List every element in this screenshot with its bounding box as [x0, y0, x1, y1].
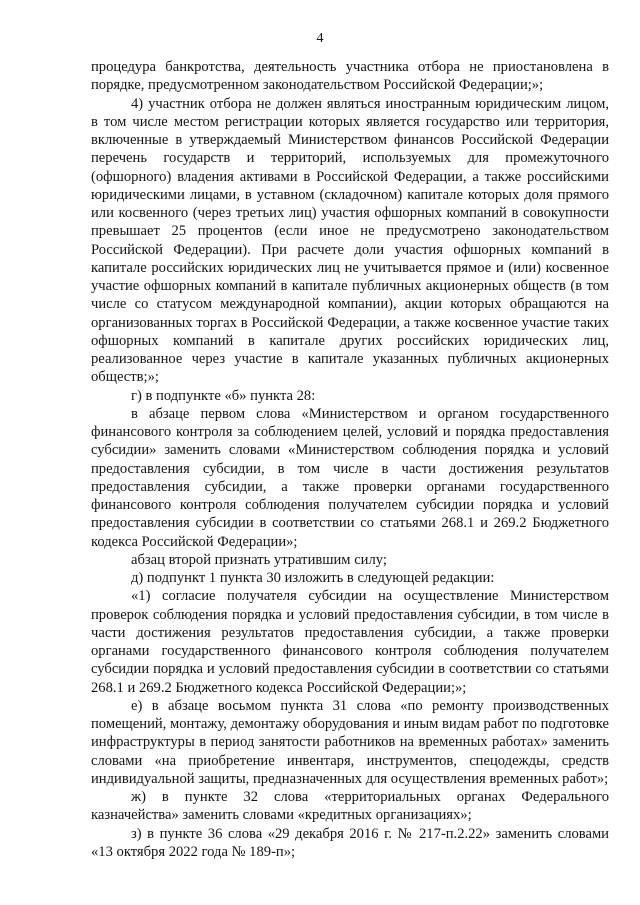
paragraph: абзац второй признать утратившим силу; [131, 551, 387, 568]
paragraph: г) в подпункте «б» пункта 28: [131, 387, 316, 404]
paragraph: 4) участник отбора не должен являться иностранным юридическим лицом, в том числе местом регистрации которых является государство или территория, включенные в утверждаемый Министерством финансов Российской Федерации перечень государств и территорий, используемых для промежуточного (офшорного) владения активами в Российской Федерации, а также российскими юридическими лицами, в уставном (складочном) капитале которых доля прямого или косвенного (через третьих лиц) участия офшорных компаний в совокупности превышает 25 процентов (если иное не предусмотрено законодательством Российской Федерации). При расчете доли участия офшорных компаний в капитале российских юридических лиц не учитывается прямое и (или) косвенное участие офшорных компаний в капитале публичных акционерных обществ (в том числе со статусом международной компании), акции которых обращаются на организованных торгах в Российской Федерации, а также косвенное участие таких офшорных компаний в капитале других российских юридических лиц, реализованное через участие в капитале указанных публичных акционерных обществ;»; [91, 95, 609, 386]
paragraph: ж) в пункте 32 слова «территориальных органах Федерального казначейства» заменить словами «кредитных организациях»; [91, 789, 609, 824]
paragraph: д) подпункт 1 пункта 30 изложить в следующей редакции: [131, 570, 495, 586]
paragraph: «1) согласие получателя субсидии на осуществление Министерством проверок соблюдения порядка и условий предоставления субсидии, в том числе в части достижения результатов предоставления субсидии, а также проверки органами государственного финансового контроля соблюдения получателем субсидии порядка и условий предоставления субсидии в соответствии со статьями 268.1 и 269.2 Бюджетного кодекса Российской Федерации;»; [91, 588, 609, 696]
paragraph: процедура банкротства, деятельность участника отбора не приостановлена в порядке, предусмотренном законодательством Российской Федерации;»; [91, 59, 609, 94]
paragraph: е) в абзаце восьмом пункта 31 слова «по ремонту производственных помещений, монтажу, демонтажу оборудования и иным видам работ по подготовке инфраструктуры в период занятости работников на временных работах» заменить словами «на приобретение инвентаря, инструментов, спецодежды, средств индивидуальной защиты, предназначенных для осуществления временных работ»; [91, 697, 610, 787]
document-body [91, 58, 609, 861]
paragraph: з) в пункте 36 слова «29 декабря 2016 г. № 217-п.2.22» заменить словами «13 октября 2022 года № 189-п»; [91, 825, 609, 860]
paragraph: в абзаце первом слова «Министерством и органом государственного финансового контроля за соблюдением целей, условий и порядка предоставления субсидии» заменить словами «Министерством соблюдения порядка и условий предоставления субсидии, в том числе в части достижения результатов предоставления субсидии, а также проверки органами государственного финансового контроля соблюдения получателем субсидии порядка и условий предоставления субсидии в соответствии со статьями 268.1 и 269.2 Бюджетного кодекса Российской Федерации»; [91, 405, 609, 550]
page-number: 4 [316, 31, 324, 46]
